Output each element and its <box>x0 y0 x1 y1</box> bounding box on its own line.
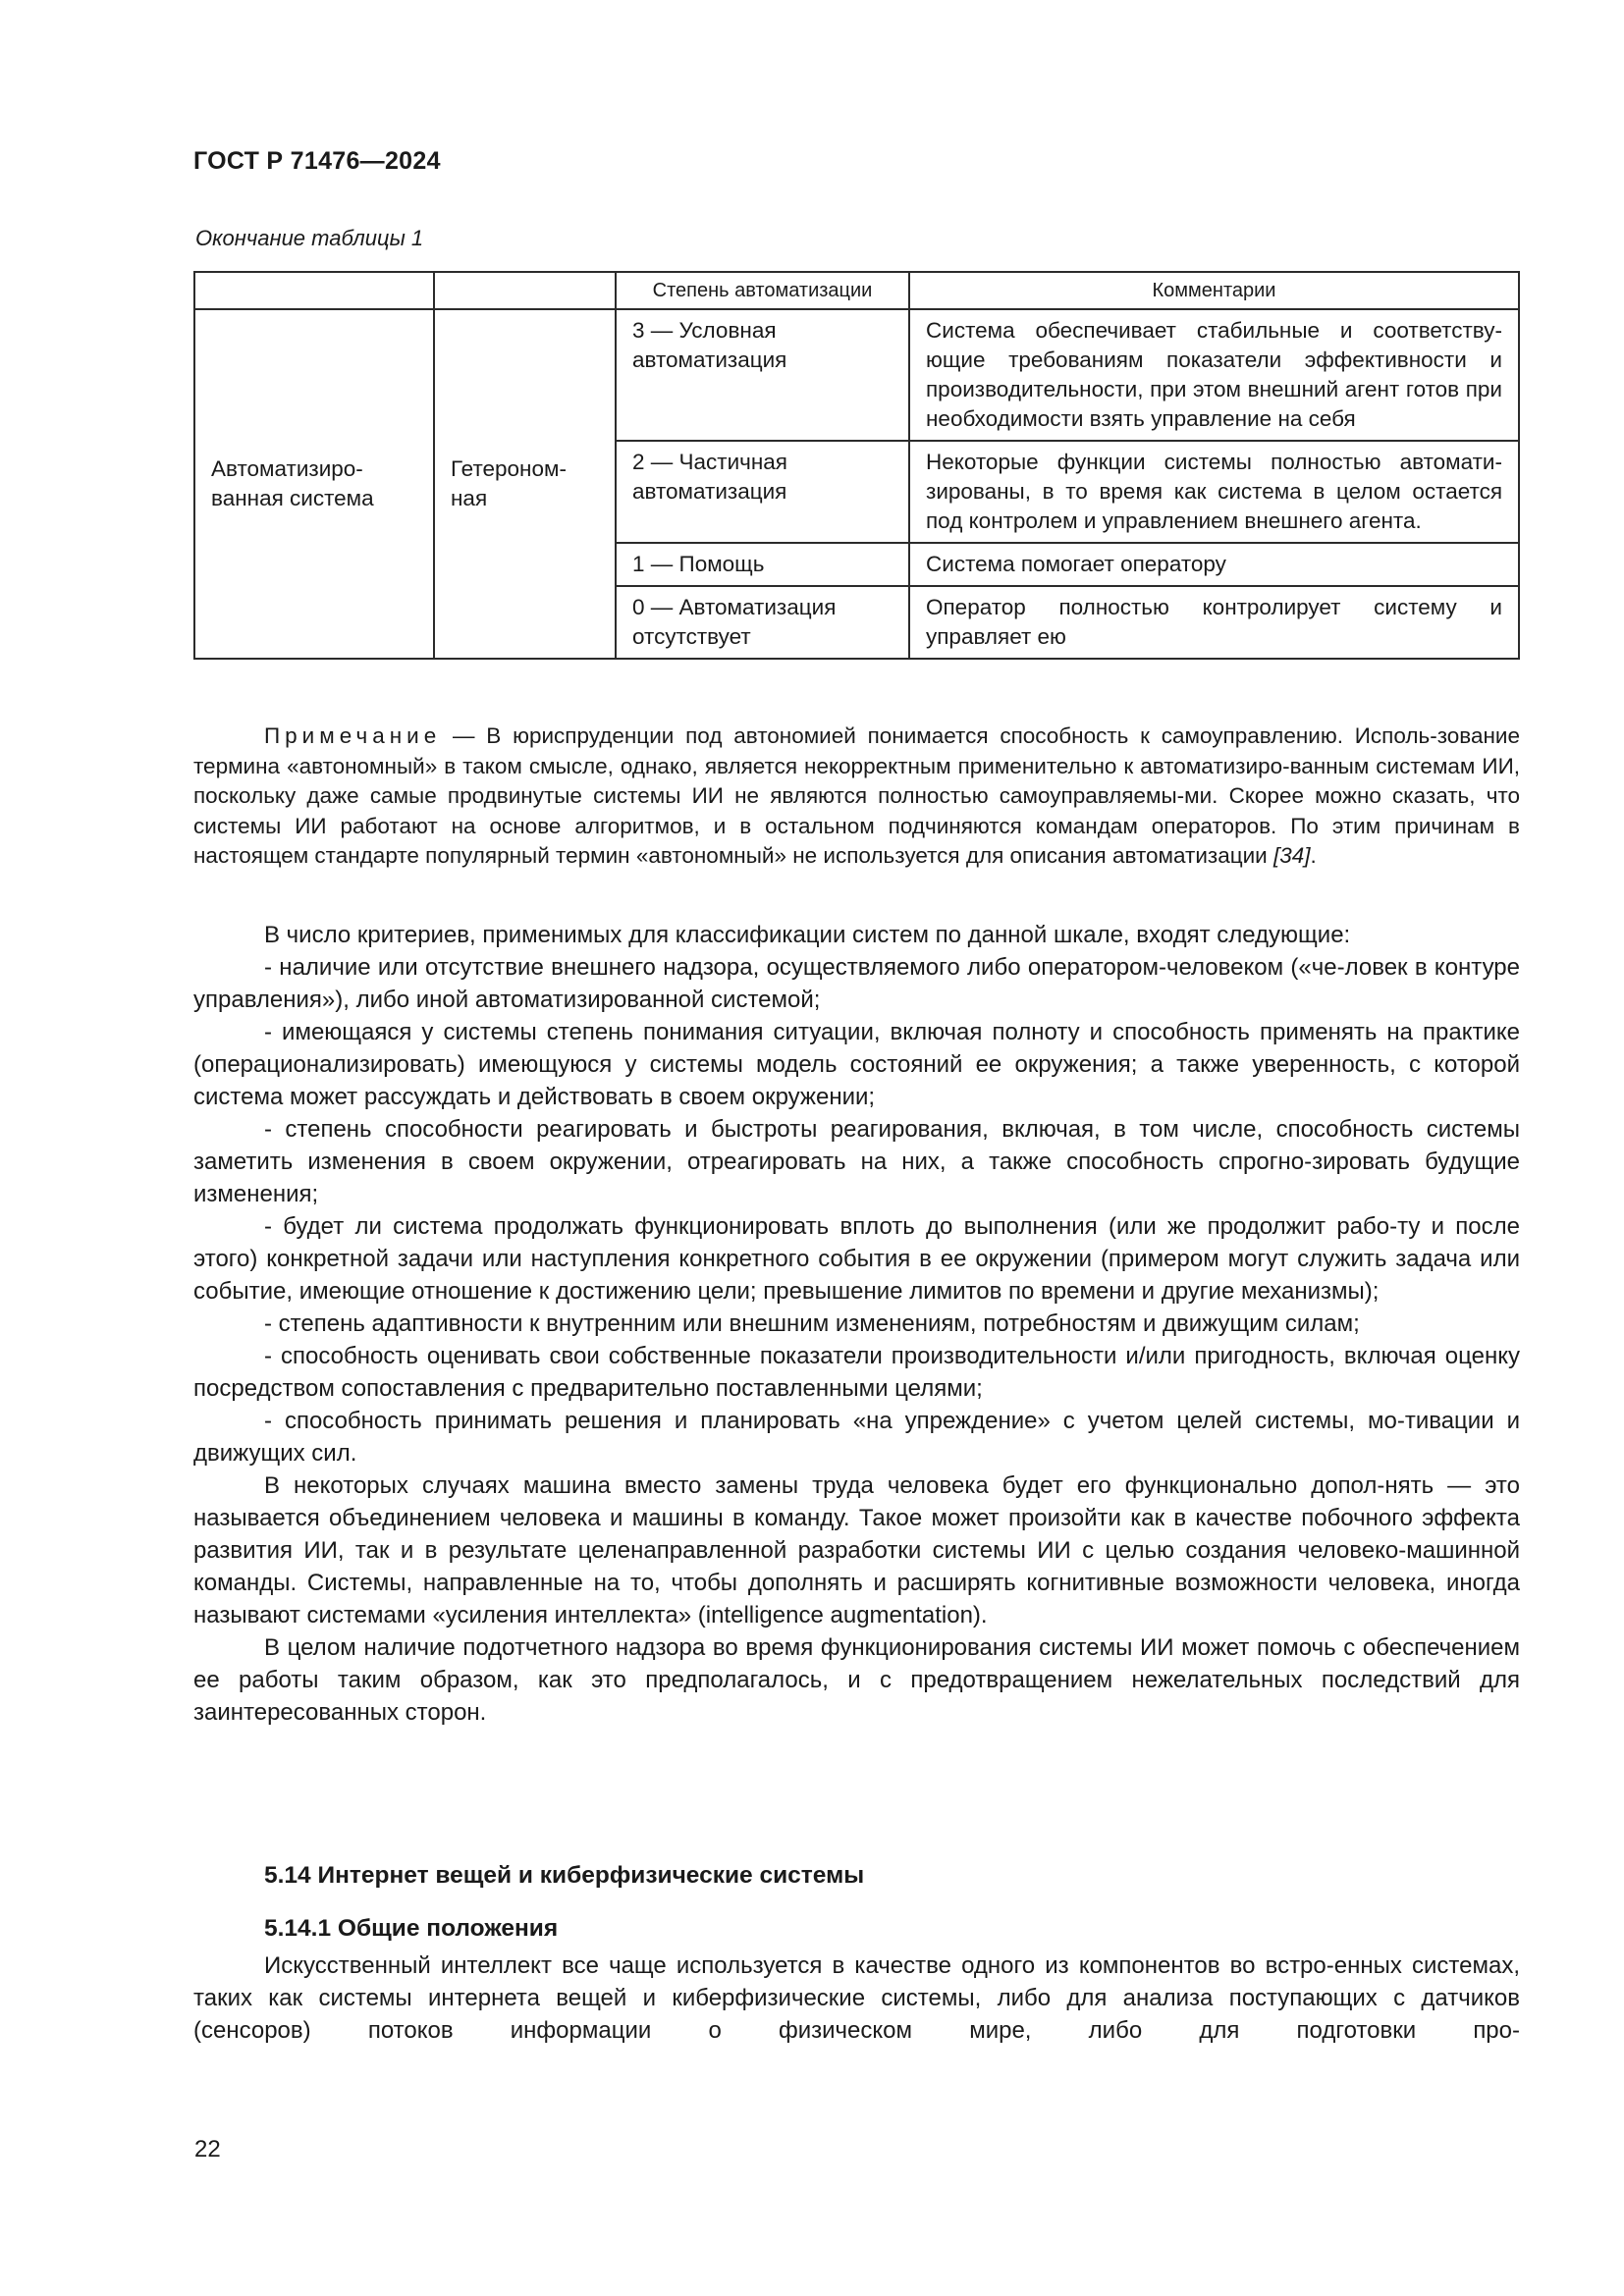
criteria-item: - имеющаяся у системы степень понимания ситуации, включая полноту и способность применять на практике (операционализировать) имеющуюся у системы модель состояний ее окружения; а также уверенность, с которой система может рассуждать и действовать в своем окружении; <box>193 1019 1520 1110</box>
note-label: Примечание <box>264 723 442 748</box>
criteria-item: - способность оценивать свои собственные показатели производительности и/или пригодность, включая оценку посредством сопоставления с предварительно поставленными целями; <box>193 1343 1520 1402</box>
subsection-heading: 5.14.1 Общие положения <box>264 1915 559 1942</box>
criteria-item: - способность принимать решения и планировать «на упреждение» с учетом целей системы, мо-тивации и движущих сил. <box>193 1408 1520 1467</box>
section-paragraph: Искусственный интеллект все чаще используется в качестве одного из компонентов во встро-енных системах, таких как системы интернета вещей и киберфизические системы, либо для анализа поступающих с датчиков (сенсоров) потоков информации о физическом мире, либо для подготовки про- <box>193 1952 1520 2044</box>
table-note <box>193 721 1520 872</box>
criteria-item: - степень способности реагировать и быстроты реагирования, включая, в том числе, способность системы заметить изменения в своем окружении, отреагировать на них, а также способность спрогно-зировать будущие изменения; <box>193 1116 1520 1207</box>
table-comment-cell: Система обеспечивает стабильные и соответству-ющие требованиям показатели эффективности и производительности, при этом внешний агент готов при необходимости взять управление на себя <box>909 309 1519 441</box>
table-comment-cell: Оператор полностью контролирует систему и управляет ею <box>909 586 1519 659</box>
criteria-item: - будет ли система продолжать функционировать вплоть до выполнения (или же продолжит рабо-ту и после этого) конкретной задачи или наступления конкретного события в ее окружении (примером могут служить задача или событие, имеющие отношение к достижению цели; превышение лимитов по времени и другие механизмы); <box>193 1213 1520 1305</box>
automation-levels-table <box>193 271 1520 660</box>
note-reference: [34] <box>1273 843 1311 868</box>
table-level-cell: 3 — Условная автоматизация <box>616 309 909 441</box>
table-header-cell: Степень автоматизации <box>616 272 909 309</box>
table-header-row <box>194 272 1519 309</box>
table-level-cell: 2 — Частичная автоматизация <box>616 441 909 543</box>
note-paragraph <box>193 721 1520 872</box>
criteria-section <box>193 919 1520 1729</box>
note-text: — В юриспруденции под автономией понимается способность к самоуправлению. Исполь-зование термина «автономный» в таком смысле, однако, является некорректным применительно к автоматизиро-ванным системам ИИ, поскольку даже самые продвинутые системы ИИ не являются полностью самоуправляемы-ми. Скорее можно сказать, что системы ИИ работают на основе алгоритмов, и в остальном подчиняются командам операторов. По этим причинам в настоящем стандарте популярный термин «автономный» не используется для описания автоматизации <box>193 723 1520 868</box>
table-row <box>194 309 1519 441</box>
table-header-cell <box>194 272 434 309</box>
table-caption: Окончание таблицы 1 <box>195 226 424 250</box>
page-number: 22 <box>194 2136 221 2163</box>
table-comment-cell: Система помогает оператору <box>909 543 1519 586</box>
team-paragraph: В некоторых случаях машина вместо замены труда человека будет его функционально допол-нять — это называется объединением человека и машины в команду. Такое может произойти как в качестве побочного эффекта развития ИИ, так и в результате целенаправленной разработки системы ИИ с целью создания человеко-машинной команды. Системы, направленные на то, чтобы дополнять и расширять когнитивные возможности человека, иногда называют системами «усиления интеллекта» (intelligence augmentation). <box>193 1472 1520 1629</box>
criteria-item: - наличие или отсутствие внешнего надзора, осуществляемого либо оператором-человеком («че-ловек в контуре управления»), либо иной автоматизированной системой; <box>193 954 1520 1013</box>
table-header-cell: Комментарии <box>909 272 1519 309</box>
criteria-item: - степень адаптивности к внутренним или внешним изменениям, потребностям и движущим силам; <box>264 1310 1360 1337</box>
table-level-cell: 0 — Автоматизация отсутствует <box>616 586 909 659</box>
table-level-cell: 1 — Помощь <box>616 543 909 586</box>
section-heading: 5.14 Интернет вещей и киберфизические системы <box>264 1862 865 1889</box>
table-comment-cell: Некоторые функции системы полностью автомати-зированы, в то время как система в целом остается под контролем и управлением внешнего агента. <box>909 441 1519 543</box>
note-end: . <box>1310 843 1317 868</box>
section-body <box>193 1949 1520 2047</box>
table-header-cell <box>434 272 616 309</box>
criteria-intro: В число критериев, применимых для классификации систем по данной шкале, входят следующие: <box>264 922 1351 948</box>
document-code-header: ГОСТ Р 71476—2024 <box>193 147 441 175</box>
oversight-paragraph: В целом наличие подотчетного надзора во время функционирования системы ИИ может помочь с обеспечением ее работы таким образом, как это предполагалось, и с предотвращением нежелательных последствий для заинтересованных сторон. <box>193 1634 1520 1726</box>
table-group-cell: Автоматизиро-ванная система <box>194 309 434 659</box>
table-subgroup-cell: Гетероном-ная <box>434 309 616 659</box>
